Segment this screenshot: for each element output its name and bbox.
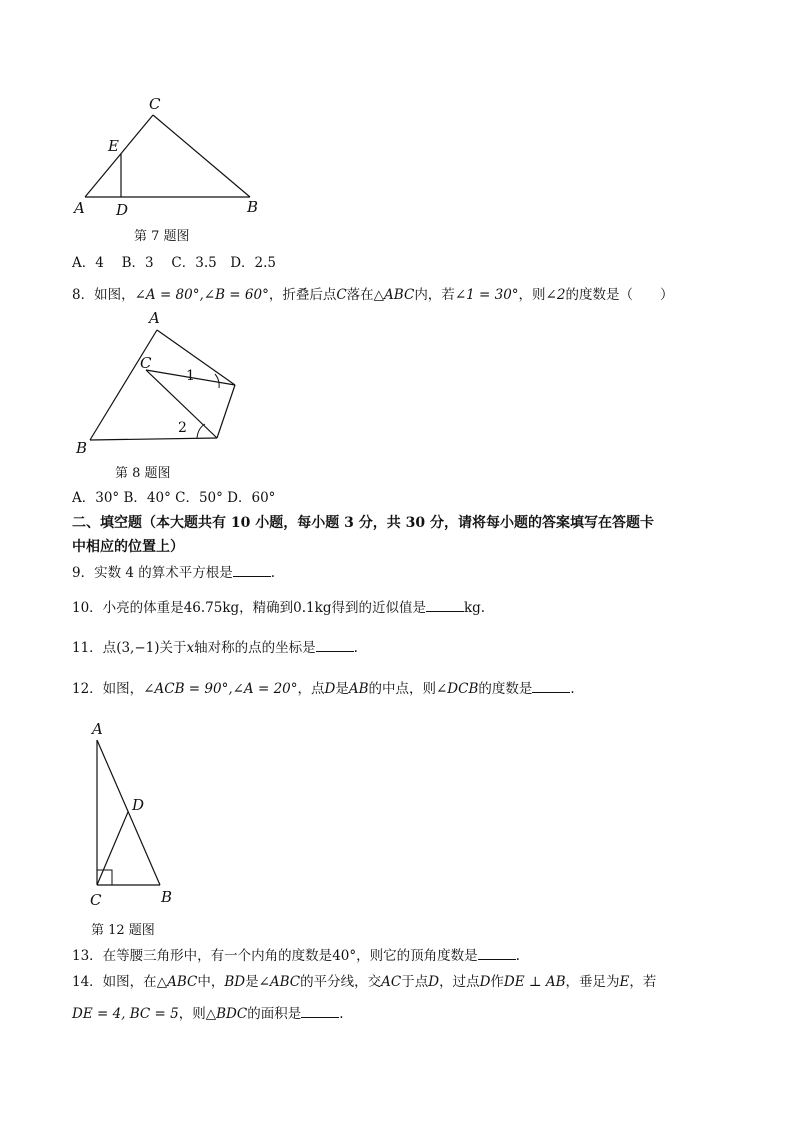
q8-angle-1-arc: [215, 374, 219, 388]
q14-math: AC: [381, 974, 402, 990]
q14-line1: [72, 970, 656, 990]
q10-text: 得到的近似值是: [331, 600, 426, 616]
q8-figure: [70, 310, 260, 460]
q14-text: ，则: [178, 1006, 206, 1022]
q10-text: ，精确到: [239, 600, 294, 616]
q8-stem-text: 内，若: [414, 287, 455, 303]
q8-caption: 第 8 题图: [115, 466, 171, 481]
q13-text: ，则它的顶角度数是: [356, 948, 478, 964]
q14-math: E: [619, 974, 630, 990]
q8-stem-text: ，则: [518, 287, 546, 303]
q7-label-c: C: [149, 95, 161, 113]
q14-math: BD: [224, 974, 246, 990]
q12-label-a: A: [92, 720, 103, 738]
q7-side-cb: [153, 115, 250, 197]
q11-text: .: [353, 640, 358, 656]
q14-text: .: [339, 1006, 344, 1022]
q12-text: 是: [335, 681, 349, 697]
q7-figure: [70, 95, 270, 220]
q12-text: 的中点，则: [368, 681, 436, 697]
q12-right-angle-mark: [97, 870, 112, 885]
q14-text: ，垂足为: [565, 974, 620, 990]
q12-text: ，点: [297, 681, 325, 697]
q12-text: .: [570, 681, 575, 697]
q14-text: 是: [245, 974, 259, 990]
q7-triangle-diagram: [70, 95, 270, 220]
q10-math: 46.75kg: [183, 600, 240, 616]
q9-text: .: [270, 565, 276, 581]
q8-label-1: 1: [186, 368, 195, 384]
q8-stem-math: ∠A = 80°,∠B = 60°: [134, 287, 269, 303]
q8-label-b: B: [76, 439, 88, 457]
q8-folded-triangle-diagram: [70, 310, 260, 460]
q14-text: 14．如图，在: [72, 974, 157, 990]
q14-text: ，若: [629, 974, 657, 990]
q14-text: 的平分线，交: [300, 974, 382, 990]
q7-label-d: D: [116, 201, 129, 219]
q14-text: ，过点: [439, 974, 480, 990]
q14-math: D: [479, 974, 491, 990]
q8-options: A．30° B．40° C．50° D．60°: [72, 490, 276, 506]
q14-line2: [72, 1002, 344, 1022]
q12-math: D: [324, 681, 336, 697]
q14-text: 的面积是: [247, 1006, 302, 1022]
q14-text: 于点: [401, 974, 429, 990]
q8-stem-text: 落在: [346, 287, 374, 303]
q14-text: 中，: [197, 974, 225, 990]
q14-math: D: [428, 974, 440, 990]
q8-label-c: C: [140, 354, 152, 372]
q7-caption: 第 7 题图: [134, 229, 190, 244]
q12: [72, 677, 575, 697]
q8-side-b-fold: [90, 438, 217, 440]
q8-stem-text: 的度数是（ ）: [565, 287, 674, 303]
q13-math: 40°: [332, 948, 357, 964]
q8-stem-math: △ABC: [373, 287, 415, 303]
q11: [72, 636, 358, 656]
q14-math: △ABC: [156, 974, 198, 990]
q10-math: kg: [463, 600, 481, 616]
q13: [72, 944, 520, 964]
q14-math: DE ⊥ AB: [503, 974, 566, 990]
q10-math: 0.1kg: [293, 600, 332, 616]
q8-stem-math: C: [336, 287, 347, 303]
q8-stem-text: 8．如图，: [72, 287, 135, 303]
q14-math: ∠ABC: [258, 974, 301, 990]
q10-text: 10．小亮的体重是: [72, 600, 184, 616]
q8-fold-line: [217, 385, 235, 438]
q11-text: 轴对称的点的坐标是: [194, 640, 316, 656]
q12-math: ∠DCB: [436, 681, 479, 697]
q9-answer-blank: [233, 564, 271, 577]
q12-right-triangle-diagram: [80, 715, 190, 915]
q12-label-c: C: [90, 891, 102, 909]
q8-stem-text: ，折叠后点: [268, 287, 337, 303]
q8-side-ab: [90, 330, 157, 440]
q8-side-a-fold: [157, 330, 235, 385]
q9-text: 9．实数 4 的算术平方根是: [72, 565, 233, 581]
q14-math: DE = 4, BC = 5: [72, 1006, 179, 1022]
q10-text: .: [480, 600, 486, 616]
q12-caption: 第 12 题图: [91, 923, 155, 938]
q12-text: 12．如图，: [72, 681, 144, 697]
q11-text: 关于: [159, 640, 187, 656]
q7-side-ac: [85, 115, 153, 197]
q14-answer-blank: [301, 1005, 339, 1018]
q9: [72, 561, 275, 581]
q12-label-d: D: [132, 796, 145, 814]
q12-math: AB: [348, 681, 369, 697]
q10-answer-blank: [426, 599, 464, 612]
q14-math: △BDC: [205, 1006, 248, 1022]
q7-options: A．4 B．3 C．3.5 D．2.5: [72, 255, 277, 271]
section2-heading-line1: 二、填空题（本大题共有 10 小题，每小题 3 分，共 30 分，请将每小题的答案填写在答题卡: [72, 515, 654, 531]
q14-text: 作: [490, 974, 504, 990]
q10: [72, 596, 485, 616]
q11-math: x: [186, 640, 195, 656]
q12-label-b: B: [161, 888, 173, 906]
q12-answer-blank: [532, 680, 570, 693]
q13-answer-blank: [478, 947, 516, 960]
q7-label-a: A: [74, 199, 85, 217]
q7-label-b: B: [247, 198, 259, 216]
q7-label-e: E: [108, 137, 119, 155]
q11-answer-blank: [316, 639, 354, 652]
q8-stem-math: ∠2: [545, 287, 566, 303]
q8-stem-math: ∠1 = 30°: [454, 287, 519, 303]
q8-label-a: A: [149, 309, 160, 327]
q11-math: (3,−1): [116, 640, 160, 656]
q11-text: 11．点: [72, 640, 117, 656]
q12-figure: [80, 715, 190, 915]
q12-math: ∠ACB = 90°,∠A = 20°: [143, 681, 298, 697]
q8-label-2: 2: [178, 420, 187, 436]
q8-stem: [72, 283, 673, 303]
section2-heading-line2: 中相应的位置上）: [72, 539, 184, 555]
q12-text: 的度数是: [478, 681, 533, 697]
q13-text: 13．在等腰三角形中，有一个内角的度数是: [72, 948, 333, 964]
q13-text: .: [515, 948, 520, 964]
